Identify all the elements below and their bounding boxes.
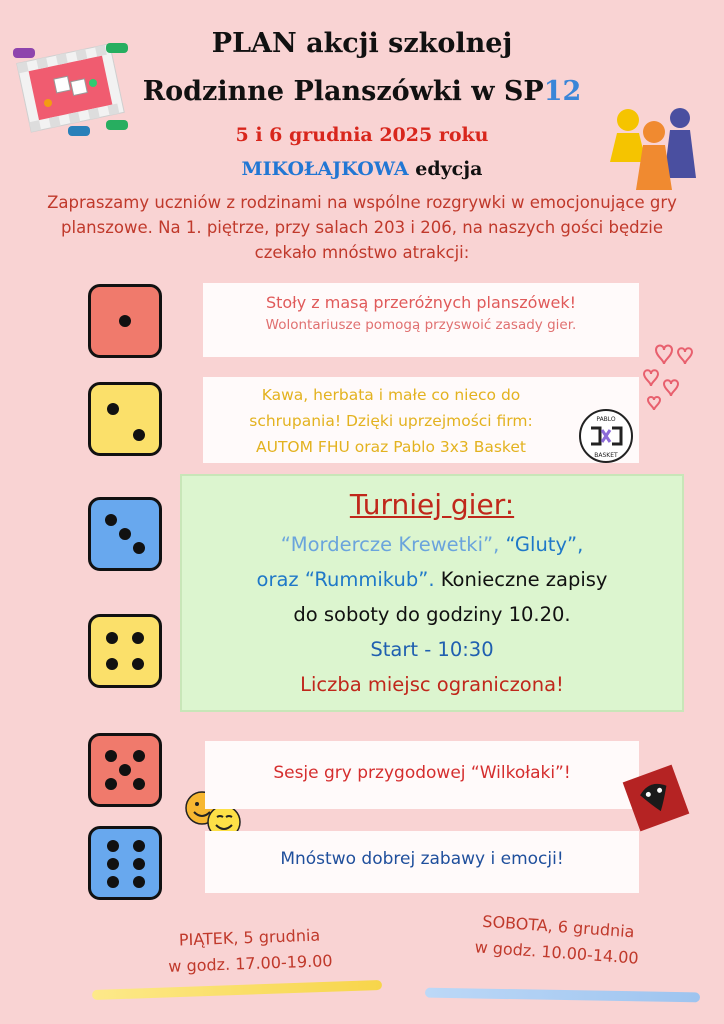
- game-mordercze-krewetki: “Mordercze Krewetki”,: [280, 533, 500, 556]
- edition-rest: edycja: [408, 158, 483, 180]
- pawns-illustration: [608, 100, 703, 195]
- yellow-brush-stroke: [92, 980, 382, 1000]
- tournament-signup-line: [182, 562, 682, 597]
- werewolves-card: Sesje gry przygodowej “Wilkołaki”!: [205, 741, 639, 809]
- signup-text-2: do soboty do godziny 10.20.: [293, 603, 571, 626]
- blue-brush-stroke: [425, 988, 700, 1003]
- saturday-time: w godz. 10.00-14.00: [474, 937, 640, 968]
- signup-text-1: Konieczne zapisy: [434, 568, 608, 591]
- pablo-basket-logo: [578, 408, 634, 464]
- title-line-2: [0, 76, 724, 107]
- logo-bottom-text: BASKET: [594, 452, 618, 459]
- game-gluty: “Gluty”,: [499, 533, 584, 556]
- title-line-1: PLAN akcji szkolnej: [211, 28, 513, 59]
- intro-paragraph: Zapraszamy uczniów z rodzinami na wspólne rozgrywki w emocjonujące gry planszowe. Na 1. piętrze, przy salach 203 i 206, na naszych gości będzie czekało mnóstwo atrakcji:: [47, 193, 677, 262]
- die-five-icon: [88, 733, 162, 807]
- tables-line-1: Stoły z masą przeróżnych planszówek!: [265, 293, 577, 312]
- tournament-limit: Liczba miejsc ograniczona!: [300, 673, 564, 696]
- edition-highlight: MIKOŁAJKOWA: [241, 158, 409, 180]
- friday-time: w godz. 17.00-19.00: [168, 951, 333, 976]
- saturday-day: SOBOTA, 6 grudnia: [481, 911, 636, 942]
- fun-card: Mnóstwo dobrej zabawy i emocji!: [205, 831, 639, 893]
- game-rummikub: “Rummikub”.: [304, 568, 435, 591]
- tournament-card: [180, 474, 684, 712]
- werewolves-game-box-icon: [618, 760, 694, 836]
- school-number: 12: [543, 76, 582, 107]
- refreshments-line-3: AUTOM FHU oraz Pablo 3x3 Basket: [256, 438, 526, 456]
- die-three-icon: [88, 497, 162, 571]
- edition-label: [0, 158, 724, 180]
- event-dates: 5 i 6 grudnia 2025 roku: [235, 124, 489, 146]
- tables-card: [203, 283, 639, 357]
- tournament-prefix: oraz: [256, 568, 305, 591]
- tournament-games-line: [182, 527, 682, 562]
- die-two-icon: [88, 382, 162, 456]
- logo-top-text: PABLO: [596, 416, 616, 423]
- tournament-heading: Turniej gier:: [349, 488, 515, 521]
- refreshments-line-2: schrupania! Dzięki uprzejmości firm:: [249, 412, 533, 430]
- tournament-start: Start - 10:30: [370, 638, 494, 661]
- die-one-icon: [88, 284, 162, 358]
- refreshments-line-1: Kawa, herbata i małe co nieco do: [261, 386, 521, 404]
- refreshments-card: [203, 377, 639, 463]
- die-six-icon: [88, 826, 162, 900]
- friday-day: PIĄTEK, 5 grudnia: [178, 925, 321, 950]
- saturday-schedule: [453, 907, 661, 973]
- title-text: Rodzinne Planszówki w SP: [142, 76, 544, 107]
- tables-line-2: Wolontariusze pomogą przyswoić zasady gier.: [265, 317, 577, 333]
- friday-schedule: [139, 921, 361, 981]
- die-four-icon: [88, 614, 162, 688]
- hearts-icon: [636, 332, 706, 422]
